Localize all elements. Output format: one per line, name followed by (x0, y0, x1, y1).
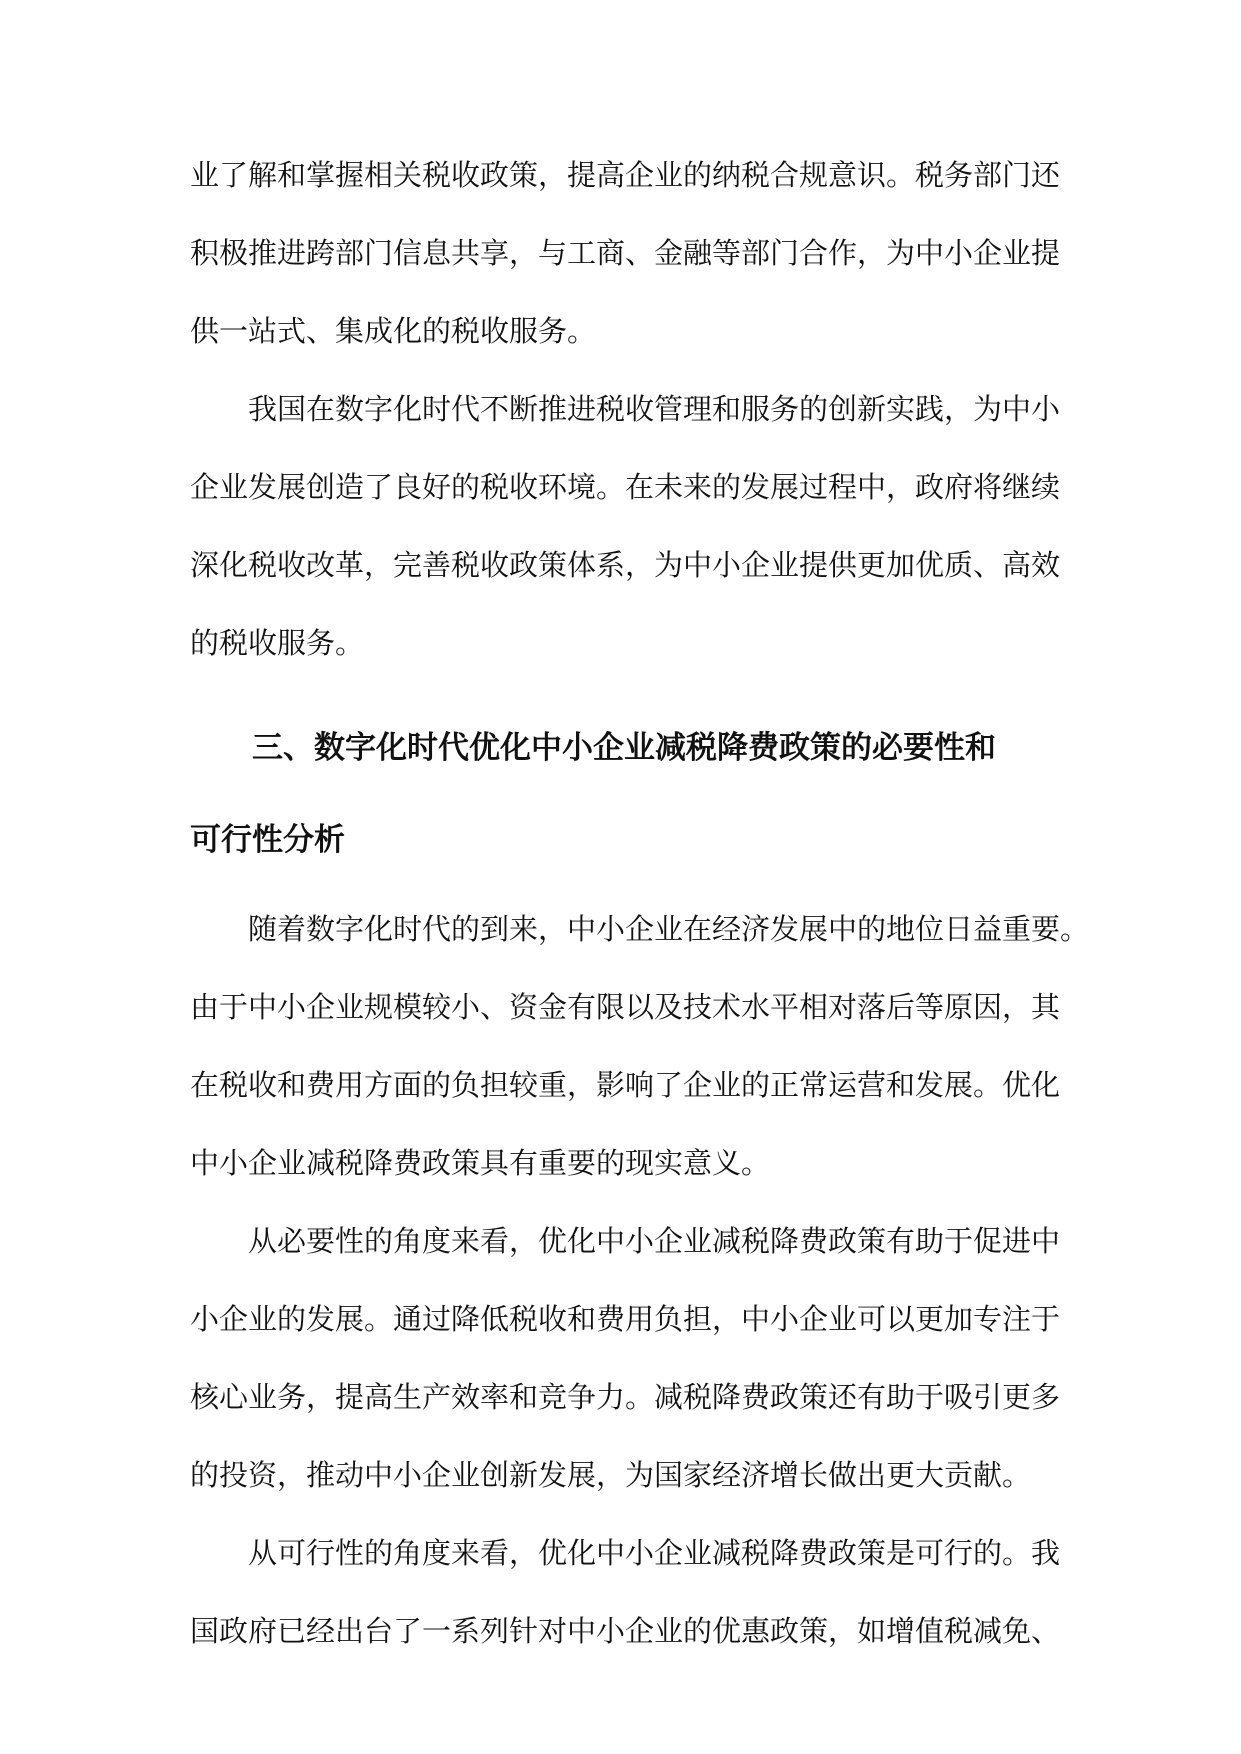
text-line: 在税收和费用方面的负担较重，影响了企业的正常运营和发展。优化 (190, 1068, 1061, 1102)
text-line: 的投资，推动中小企业创新发展，为国家经济增长做出更大贡献。 (190, 1458, 1032, 1492)
text-line: 核心业务，提高生产效率和竞争力。减税降费政策还有助于吸引更多 (190, 1380, 1061, 1414)
text-line: 中小企业减税降费政策具有重要的现实意义。 (190, 1146, 771, 1180)
text-line: 企业发展创造了良好的税收环境。在未来的发展过程中，政府将继续 (190, 470, 1061, 504)
text-line: 我国在数字化时代不断推进税收管理和服务的创新实践，为中小 (248, 392, 1061, 426)
heading-line: 可行性分析 (190, 822, 345, 858)
text-line: 由于中小企业规模较小、资金有限以及技术水平相对落后等原因，其 (190, 990, 1061, 1024)
paragraph (190, 370, 1061, 682)
text-line: 深化税收改革，完善税收政策体系，为中小企业提供更加优质、高效 (190, 548, 1061, 582)
paragraph (190, 136, 1061, 370)
text-line: 业了解和掌握相关税收政策，提高企业的纳税合规意识。税务部门还 (190, 158, 1061, 192)
document-body (190, 136, 1090, 1670)
section-heading (190, 702, 1056, 886)
text-line: 供一站式、集成化的税收服务。 (190, 314, 597, 348)
paragraph (190, 1202, 1061, 1514)
heading-line: 三、数字化时代优化中小企业减税降费政策的必要性和 (252, 730, 996, 766)
paragraph (190, 1514, 1061, 1670)
text-line: 国政府已经出台了一系列针对中小企业的优惠政策，如增值税减免、 (190, 1614, 1061, 1648)
text-line: 随着数字化时代的到来，中小企业在经济发展中的地位日益重要。 (248, 912, 1090, 946)
paragraph (190, 890, 1090, 1202)
text-line: 小企业的发展。通过降低税收和费用负担，中小企业可以更加专注于 (190, 1302, 1061, 1336)
text-line: 积极推进跨部门信息共享，与工商、金融等部门合作，为中小企业提 (190, 236, 1061, 270)
text-line: 从可行性的角度来看，优化中小企业减税降费政策是可行的。我 (248, 1536, 1061, 1570)
text-line: 的税收服务。 (190, 626, 365, 660)
text-line: 从必要性的角度来看，优化中小企业减税降费政策有助于促进中 (248, 1224, 1061, 1258)
